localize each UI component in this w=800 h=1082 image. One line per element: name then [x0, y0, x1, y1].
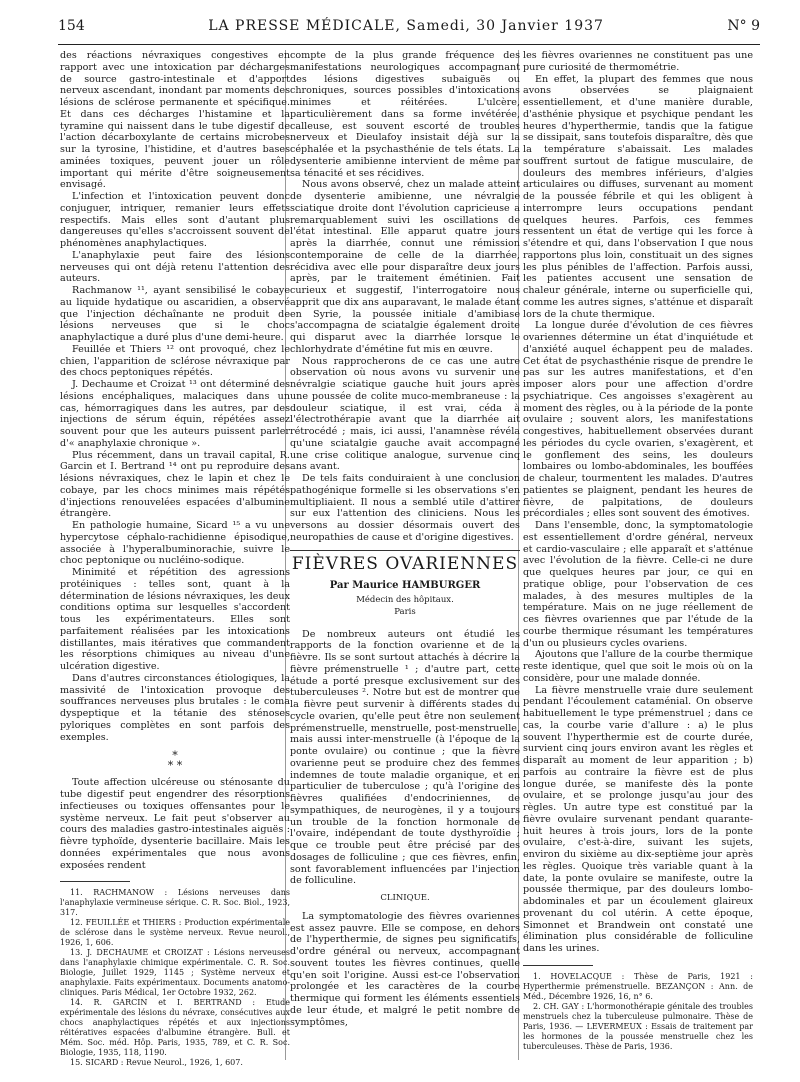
paragraph: des réactions névraxiques congestives en rapport avec une intoxication par décharges de source gastro-intestinale et d'apport nerveux ascendant, inondant par moments des lésions de sclérose permanente et spécifique. Et dans ces décharges l'histamine et la tyramine qui naissent dans le tube digestif de l'action décarboxylante de certains microbes sur la tyrosine, l'histidine, et d'autres bases aminées toxiques, peuvent jouer un rôle important qui mérite d'être soigneusement envisagé.	[60, 50, 290, 191]
paragraph: L'anaphylaxie peut faire des lésions nerveuses qui ont déjà retenu l'attention des auteurs.	[60, 249, 290, 285]
paragraph: De nombreux auteurs ont étudié les rapports de la fonction ovarienne et de la fièvre. Ils se sont surtout attachés à décrire la fièvre prémenstruelle ¹ ; d'autre part, cette étude a porté presque exclusivement sur des tuberculeuses ². Notre but est de montrer que la fièvre peut survenir à différents stades du cycle ovarien, qu'elle peut être non seulement prémenstruelle, menstruelle, post-menstruelle, mais aussi inter-menstruelle (à l'époque de la ponte ovulaire) ou continue ; que la fièvre ovarienne peut se produire chez des femmes indemnes de toute maladie organique, et en particulier de tuberculose ; qu'à l'origine des fièvres qualifiées d'endocriniennes, de sympathiques, de neurogènes, il y a toujours un trouble de la fonction hormonale de l'ovaire, indépendant de toute dysthyroïdie ; que ce trouble peut être précisé par des dosages de folliculine ; que ces fièvres, enfin, sont favorablement influencées par l'injection de folliculine.	[290, 628, 520, 887]
footnotes	[60, 888, 290, 1068]
paragraph: compte de la plus grande fréquence des manifestations neurologiques accompagnant des lésions digestives subaiguës ou chroniques, sources possibles d'intoxications minimes et réitérées. L'ulcère, particulièrement dans sa forme invétérée, calleuse, est souvent escorté de troubles nerveux et Dieulafoy insistait déjà sur la céphalée et la psychasthénie de tels états. La dysenterie amibienne intervient de même par sa ténacité et ses récidives.	[290, 50, 520, 179]
paragraph: Plus récemment, dans un travail capital, R. Garcin et I. Bertrand ¹⁴ ont pu reproduire des lésions névraxiques, chez le lapin et chez le cobaye, par les chocs minimes mais répétés d'injections renouvelées espacées d'albumine étrangère.	[60, 449, 290, 520]
paragraph: En pathologie humaine, Sicard ¹⁵ a vu une hypercytose céphalo-rachidienne épisodique, associée à l'hyperalbuminorachie, suivre le choc peptonique ou nucléino-sodique.	[60, 520, 290, 567]
footnote: 1. HOVELACQUE : Thèse de Paris, 1921 : Hyperthermie prémenstruelle. BEZANÇON : Ann. de Méd., Décembre 1926, 16, n° 6.	[523, 971, 753, 1001]
paragraph: Rachmanow ¹¹, ayant sensibilisé le cobaye au liquide hydatique ou ascaridien, a observé que l'injection déchaînante ne produit de lésions nerveuses que si le choc anaphylactique a duré plus d'une demi-heure.	[60, 285, 290, 343]
paragraph: La fièvre menstruelle vraie dure seulement pendant l'écoulement cataménial. On observe habituellement le type prémenstruel ; dans ce cas, la courbe varie d'allure : a) le plus souvent l'hyperthermie est de courte durée, survient cinq jours environ avant les règles et disparaît au moment de leur apparition ; b) parfois au contraire la fièvre est de plus longue durée, se manifeste dès la ponte ovulaire, et se prolonge jusqu'au jour des règles. Un autre type est constitué par la fièvre ovulaire survenant pendant quarante-huit heures à trois jours, lors de la ponte ovulaire, c'est-à-dire, suivant les sujets, environ du sixième au dix-septième jour après les règles. Quoique très variable quant à la date, la ponte ovulaire se manifeste, outre la poussée thermique, par des douleurs lombo-abdominales et par un écoulement glaireux provenant du col utérin. A cette époque, Simonnet et Brandwein ont constaté une élimination plus considérable de folliculine dans les urines.	[523, 684, 753, 954]
article-title: FIÈVRES OVARIENNES	[291, 553, 519, 574]
paragraph: Dans l'ensemble, donc, la symptomatologie est essentiellement d'ordre général, nerveux et cardio-vasculaire ; elle apparaît et s'atténue avec l'évolution de la fièvre. Celle-ci ne dure que quelques heures par jour, ce qui en pratique oblige, pour l'observation de ces malades, à des mesures multiples de la température. Mais on ne juge réellement de ces fièvres ovariennes que par l'étude de la courbe thermique résumant les températures d'un ou plusieurs cycles ovariens.	[523, 520, 753, 649]
footnote-rule	[60, 881, 130, 882]
column-2	[290, 50, 520, 1028]
article-byline: Par Maurice HAMBURGER	[329, 580, 481, 592]
article-separator	[290, 550, 520, 551]
author-city: Paris	[394, 606, 416, 617]
footnote-rule	[523, 965, 593, 966]
footnote: 15. SICARD : Revue Neurol., 1926, 1, 607.	[70, 1058, 243, 1068]
paragraph: De tels faits conduiraient à une conclusion pathogénique formelle si les observations s'en multipliaient. Il nous a semblé utile d'attirer sur eux l'attention des cliniciens. Nous les versons au dossier désormais ouvert des neuropathies de cause et d'origine digestives.	[290, 473, 520, 543]
paragraph: Dans d'autres circonstances étiologiques, la massivité de l'intoxication provoque des souffrances nerveuses plus brutales : le coma dyspeptique et la tétanie des sténoses pyloriques complètes en sont parfois des exemples.	[60, 672, 290, 743]
author-affiliation: Médecin des hôpitaux.	[356, 595, 454, 605]
footnote: 14. R. GARCIN et I. BERTRAND : Etude expérimentale des lésions du névraxe, consécutives aux chocs anaphylactiques répétés et aux injections réitératives espacées d'albumine étrangère. Bull. et Mém. Soc. méd. Hôp. Paris, 1935, 789, et C. R. Soc. Biologie, 1935, 118, 1190.	[60, 998, 290, 1058]
footnote: 12. FEUILLÉE et THIERS : Production expérimentale de sclérose dans le système nerveux. Revue neurol., 1926, 1, 606.	[60, 918, 290, 948]
column-3	[523, 50, 753, 1052]
paragraph: Minimité et répétition des agressions protéiniques : telles sont, quant à la détermination de lésions névraxiques, les deux conditions optima sur lesquelles s'accordent tous les expérimentateurs. Elles sont parfaitement réalisées par les intoxications distillantes, mais itératives que commandent les résorptions chimiques au niveau d'une ulcération digestive.	[60, 567, 290, 672]
footnote: 11. RACHMANOW : Lésions nerveuses dans l'anaphylaxie vermineuse sérique. C. R. Soc. Biol., 1923, 317.	[60, 888, 290, 918]
paragraph: J. Dechaume et Croizat ¹³ ont déterminé des lésions encéphaliques, malaciques dans un cas, hémorragiques dans les autres, par des injections de sérum équin, répétées assez souvent pour que les auteurs puissent parler d'« anaphylaxie chronique ».	[60, 379, 290, 449]
paragraph: Feuillée et Thiers ¹² ont provoqué, chez le chien, l'apparition de sclérose névraxique par des chocs peptoniques répétés.	[60, 343, 290, 379]
footnotes	[523, 972, 753, 1052]
paragraph: La symptomatologie des fièvres ovariennes est assez pauvre. Elle se compose, en dehors de l'hyperthermie, de signes peu significatifs, d'ordre général ou nerveux, accompagnant souvent toutes les fièvres continues, quelle qu'en soit l'origine. Aussi est-ce l'observation prolongée et les caractères de la courbe thermique qui forment les éléments essentiels de leur étude, et malgré le petit nombre de symptômes,	[290, 910, 520, 1028]
page-header	[58, 18, 760, 40]
footnote: 13. J. DECHAUME et CROIZAT : Lésions nerveuses dans l'anaphylaxie chimique expérimentale. C. R. Soc. Biologie, Juillet 1929, 1145 ; Système nerveux et anaphylaxie. Faits expérimentaux. Documents anatomo-cliniques. Paris Médical, 1er Octobre 1932, 262.	[60, 948, 290, 998]
paragraph: En effet, la plupart des femmes que nous avons observées se plaignaient essentiellement, et d'une manière durable, d'asthénie physique et psychique pendant les heures d'hyperthermie, tandis que la fatigue se dissipait, sans toutefois disparaître, dès que la température s'abaissait. Les malades souffrent surtout de fatigue musculaire, de douleurs des membres inférieurs, d'algies articulaires ou diffuses, survenant au moment de la poussée fébrile et qui les obligent à interrompre leurs occupations pendant quelques heures. Parfois, ces femmes ressentent un état de vertige qui les force à s'étendre et qui, dans l'observation I que nous rapportons plus loin, constituait un des signes les plus pénibles de l'affection. Parfois aussi, les patientes accusent une sensation de chaleur générale, interne ou superficielle qui, comme les autres signes, s'atténue et disparaît lors de la chute thermique.	[523, 73, 753, 320]
section-heading: CLINIQUE.	[380, 893, 430, 903]
paragraph: Ajoutons que l'allure de la courbe thermique reste identique, quel que soit le mois où on la considère, pour une malade donnée.	[523, 649, 753, 684]
paragraph: Nous avons observé, chez un malade atteint de dysenterie amibienne, une névralgie sciatique droite dont l'évolution capricieuse a remarquablement suivi les oscillations de l'état intestinal. Elle apparut quatre jours après la diarrhée, connut une rémission contemporaine de celle de la diarrhée, récidiva avec elle pour disparaître deux jours après, par le traitement émétinien. Fait curieux et suggestif, l'interrogatoire nous apprit que dix ans auparavant, le malade étant en Syrie, la poussée initiale d'amibiase s'accompagna de sciatalgie également droite qui disparut avec la diarrhée lorsque le chlorhydrate d'émétine fut mis en œuvre.	[290, 179, 520, 355]
column-1	[60, 50, 290, 1068]
paragraph: La longue durée d'évolution de ces fièvres ovariennes détermine un état d'inquiétude et d'anxiété auquel échappent peu de malades. Cet état de psychasthénie risque de prendre le pas sur les autres manifestations, et d'en imposer alors pour une affection d'ordre psychiatrique. Ces angoisses s'exagèrent au moment des règles, ou à la période de la ponte ovulaire ; souvent alors, les manifestations congestives, habituellement observées durant les périodes du cycle ovarien, s'exagèrent, et le gonflement des seins, les douleurs lombaires ou lombo-abdominales, les bouffées de chaleur, tourmentent les malades. D'autres patientes se plaignent, pendant les heures de fièvre, de palpitations, de douleurs précordiales ; elles sont souvent des émotives.	[523, 320, 753, 520]
paragraph: Nous rapprocherons de ce cas une autre observation où nous avons vu survenir une névralgie sciatique gauche huit jours après une poussée de colite muco-membraneuse : la douleur sciatique, il est vrai, céda à l'électrothérapie avant que la diarrhée ait rétrocédé ; mais, ici aussi, l'anamnèse révéla qu'une sciatalgie gauche avait accompagné une crise colitique analogue, survenue cinq ans avant.	[290, 355, 520, 473]
paragraph: Toute affection ulcéreuse ou sténosante du tube digestif peut engendrer des résorptions infectieuses ou toxiques offensantes pour le système nerveux. Le fait peut s'observer au cours des maladies gastro-intestinales aiguës : fièvre typhoïde, dysenterie bacillaire. Mais les données expérimentales que nous avons exposées rendent	[60, 777, 290, 871]
footnote: 2. CH. GAY : L'hormonothérapie génitale des troubles menstruels chez la tuberculeuse pulmonaire. Thèse de Paris, 1936. — LEVERMEUX : Essais de traitement par les hormones de la poussée menstruelle chez les tuberculeuses. Thèse de Paris, 1936.	[523, 1001, 753, 1051]
paragraph: les fièvres ovariennes ne constituent pas une pure curiosité de thermométrie.	[523, 50, 753, 73]
paragraph: L'infection et l'intoxication peuvent donc conjuguer, intriquer, remanier leurs effets respectifs. Mais elles sont d'autant plus dangereuses qu'elles s'accroissent souvent de phénomènes anaphylactiques.	[60, 191, 290, 249]
section-stars: * * *	[167, 749, 183, 773]
journal-title: LA PRESSE MÉDICALE, Samedi, 30 Janvier 1937	[208, 18, 604, 34]
issue-number: N° 9	[727, 18, 760, 34]
page-number: 154	[58, 18, 85, 34]
header-rule	[58, 44, 760, 45]
